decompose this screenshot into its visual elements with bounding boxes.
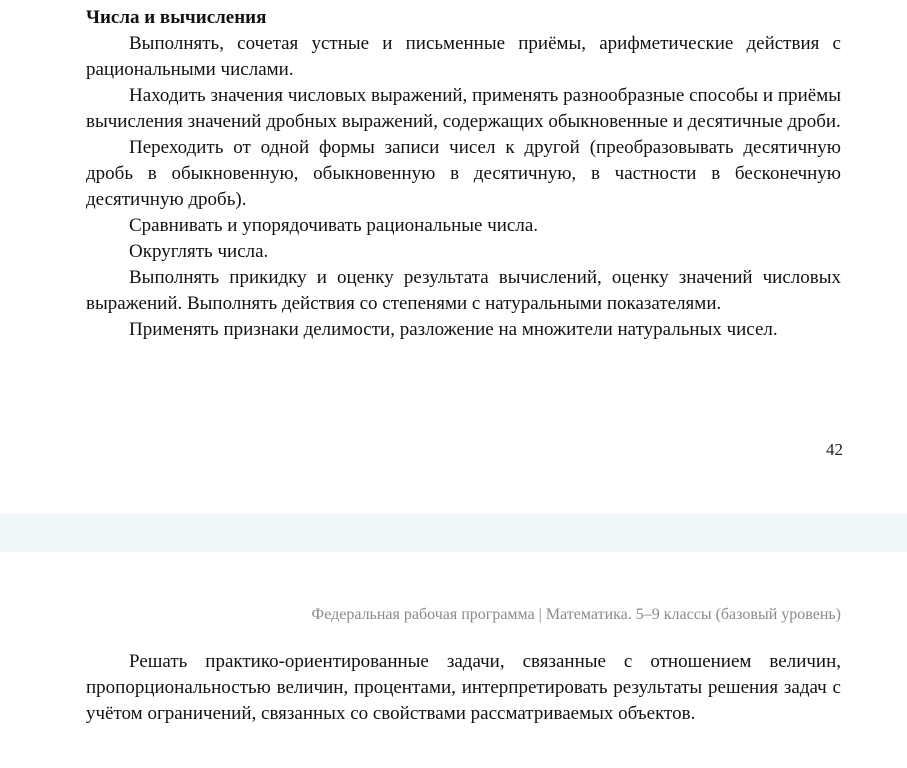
paragraph-practical-tasks: Решать практико-ориентированные задачи, связанные с отношением величин, пропорциональностью величин, процентами, интерпретировать результаты решения задач с учётом ограничений, связанных со свойствами рассматриваемых объектов.: [86, 651, 841, 724]
document-page-bottom: [0, 552, 907, 768]
section-heading: Числа и вычисления: [86, 7, 267, 28]
section-body: [86, 31, 841, 343]
page-number: 42: [826, 440, 843, 459]
paragraph-estimation-powers: Выполнять прикидку и оценку результата вычислений, оценку значений числовых выражений. Выполнять действия со степенями с натуральными показателями.: [86, 267, 841, 314]
paragraph-expression-values: Находить значения числовых выражений, применять разнообразные способы и приёмы вычисления значений дробных выражений, содержащих обыкновенные и десятичные дроби.: [86, 85, 841, 132]
running-header: Федеральная рабочая программа | Математика. 5–9 классы (базовый уровень): [311, 606, 841, 623]
paragraph-divisibility: Применять признаки делимости, разложение на множители натуральных чисел.: [129, 319, 778, 340]
paragraph-operations: Выполнять, сочетая устные и письменные приёмы, арифметические действия с рациональными числами.: [86, 33, 841, 80]
paragraph-number-forms: Переходить от одной формы записи чисел к другой (преобразовывать десятичную дробь в обыкновенную, обыкновенную в десятичную, в частности в бесконечную десятичную дробь).: [86, 137, 841, 210]
page-separator: [0, 514, 907, 552]
paragraph-compare-order: Сравнивать и упорядочивать рациональные числа.: [129, 215, 539, 236]
page-body: [86, 649, 841, 727]
paragraph-rounding: Округлять числа.: [129, 241, 269, 262]
